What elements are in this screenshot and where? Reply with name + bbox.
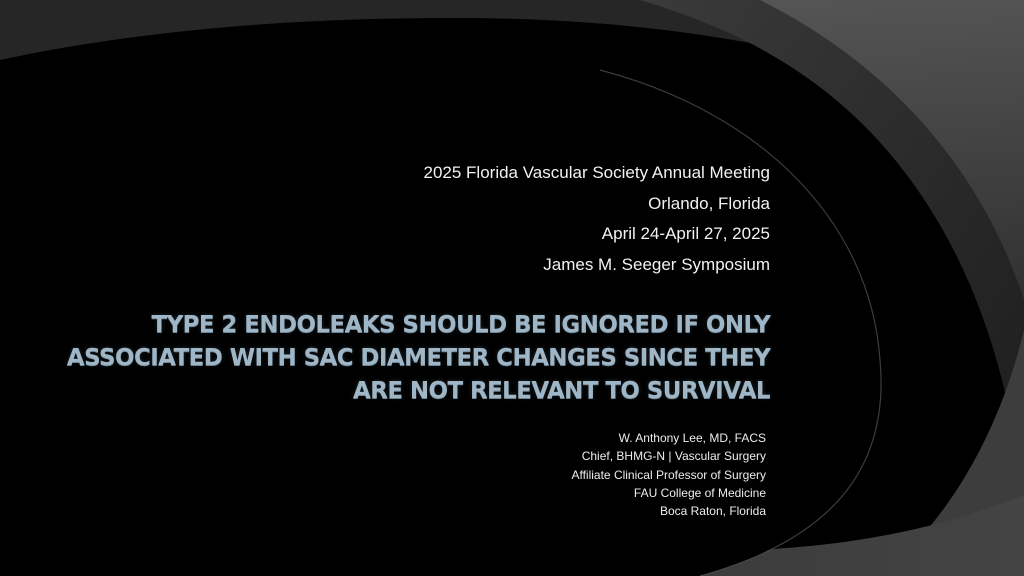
- meeting-symposium: James M. Seeger Symposium: [543, 254, 770, 274]
- meeting-city: Orlando, Florida: [648, 193, 770, 213]
- slide-title: [50, 309, 770, 408]
- title-line-2: ASSOCIATED WITH SAC DIAMETER CHANGES SINCE THEY: [66, 345, 770, 371]
- author-info: [571, 429, 766, 520]
- meeting-dates: April 24-April 27, 2025: [601, 224, 770, 243]
- title-line-1: TYPE 2 ENDOLEAKS SHOULD BE IGNORED IF ONLY: [151, 312, 770, 338]
- author-college: FAU College of Medicine: [633, 485, 766, 500]
- meeting-info: [424, 158, 771, 280]
- author-position: Chief, BHMG-N | Vascular Surgery: [581, 449, 766, 464]
- author-location: Boca Raton, Florida: [659, 504, 766, 519]
- author-appointment: Affiliate Clinical Professor of Surgery: [571, 467, 766, 482]
- title-line-3: ARE NOT RELEVANT TO SURVIVAL: [353, 378, 770, 404]
- author-name: W. Anthony Lee, MD, FACS: [618, 431, 766, 445]
- meeting-name: 2025 Florida Vascular Society Annual Meeting: [423, 163, 770, 182]
